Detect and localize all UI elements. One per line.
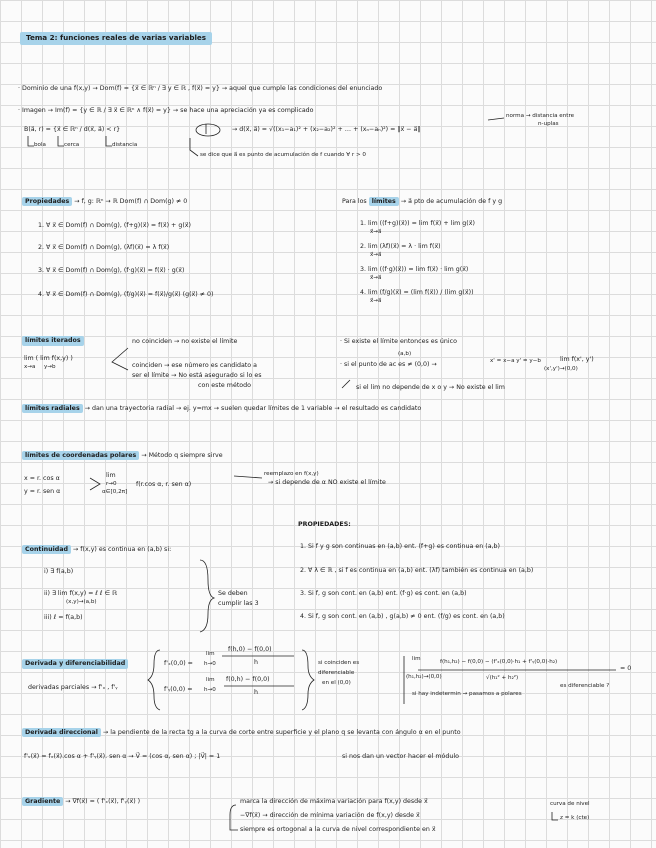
- distance-formula: → d(x⃗, a⃗) = √((x₁−a₁)² + (x₂−a₂)² + … + (xₙ−aₙ)²) = ‖x⃗ − a⃗‖: [232, 126, 421, 133]
- continuidad-prop-1: 1. Si f y g son continuas en (a,b) ent. (f+g) es continua en (a,b): [300, 543, 501, 550]
- derivada-coinciden-2: diferenciable: [318, 670, 355, 676]
- radiales-heading: límites radiales: [22, 404, 83, 413]
- polares-reemplazo: reemplazo en f(x,y): [264, 471, 319, 477]
- prop-item-1: 1. ∀ x⃗ ∈ Dom(f) ∩ Dom(g), (f+g)(x⃗) = f(x⃗) + g(x⃗): [38, 222, 191, 229]
- continuidad-cond-2: ii) ∃ lim f(x,y) = ℓ ℓ ∈ ℝ: [44, 590, 118, 597]
- propiedades-continuidad-heading: PROPIEDADES:: [298, 521, 351, 528]
- lim-item-1: 1. lim ((f+g)(x⃗)) = lim f(x⃗) + lim g(x⃗): [360, 220, 475, 227]
- propiedades-block: [22, 198, 187, 206]
- depende-note: si el lim no depende de x o y → No existe el lim: [356, 384, 505, 391]
- polares-lim: lim: [106, 472, 116, 479]
- gradiente-block: [22, 798, 140, 806]
- direccional-formula: f'ᵥ(x⃗) = fₓ(x⃗).cos α + f'ᵧ(x⃗). sen α → V⃗ = (cos α, sen α) ; |V⃗| = 1: [24, 753, 221, 760]
- continuidad-cond-3: iii) ℓ = f(a,b): [44, 614, 83, 621]
- ball-formula: B(a⃗, r) = {x⃗ ∈ ℝⁿ / d(x⃗, a⃗) < r}: [24, 126, 121, 133]
- unico-note: · Si existe el límite entonces es único: [340, 338, 457, 345]
- lim-sub-2: x⃗→a⃗: [370, 252, 382, 258]
- direccional-text: → la pendiente de la recta tg a la curva de corte entre superficie y el plano q se levanta con ángulo α en el punto: [102, 729, 461, 736]
- gradiente-curva: curva de nivel: [550, 801, 590, 807]
- continuidad-lim-sub: (x,y)→(a,b): [66, 599, 97, 605]
- radiales-text: → dan una trayectoria radial → ej. y=mx → suelen quedar límites de 1 variable → el resultado es candidato: [84, 405, 422, 412]
- continuidad-heading: Continuidad: [22, 545, 71, 554]
- continuidad-block: [22, 546, 171, 554]
- derivada-indet: si hay indetermin → pasamos a polares: [412, 691, 522, 697]
- polares-heading: límites de coordenadas polares: [22, 451, 139, 460]
- derivada-coinciden-1: si coinciden es: [318, 660, 360, 666]
- gradiente-curva-2: z = k (cte): [560, 815, 590, 821]
- limites-heading: límites: [369, 197, 399, 206]
- lim-sub-3: x⃗→a⃗: [370, 275, 382, 281]
- direccional-block: [22, 729, 461, 737]
- iterados-sub-outer: x→a: [24, 364, 36, 370]
- continuidad-prop-4: 4. Si f, g son cont. en (a,b) , g(a,b) ≠ 0 ent. (f/g) es cont. en (a,b): [300, 613, 505, 620]
- iterados-sub-inner: y→b: [44, 364, 56, 370]
- acumulacion-note: se dice que a⃗ es punto de acumulación de f cuando ∀ r > 0: [200, 152, 366, 158]
- propiedades-heading: Propiedades: [22, 197, 72, 206]
- polares-block: [22, 452, 223, 460]
- continuidad-prop-2: 2. ∀ λ ∈ ℝ , si f es continua en (a,b) ent. (λf) también es continua en (a,b): [300, 567, 534, 574]
- direccional-heading: Derivada direccional: [22, 728, 101, 737]
- page-title: Tema 2: funciones reales de varias variables: [20, 32, 212, 45]
- distancia-label: distancia: [112, 142, 138, 148]
- norma-note: norma → distancia entre: [506, 113, 575, 119]
- derivada-lim-x: lim: [206, 651, 215, 657]
- domain-line: · Dominio de una f(x,y) → Dom(f) = {x⃗ ∈ ℝⁿ / ∃ y ∈ ℝ , f(x⃗) = y} → aquel que cumple las condiciones del enunciado: [18, 85, 383, 92]
- lim-sub-1: x⃗→a⃗: [370, 229, 382, 235]
- derivada-sub-y: h→0: [204, 687, 216, 693]
- propiedades-intro: → f, g: ℝⁿ → ℝ Dom(f) ∩ Dom(g) ≠ 0: [74, 198, 188, 205]
- gradiente-heading: Gradiente: [22, 797, 63, 806]
- gradiente-formula: → ∇f(x⃗) = ( f'ₓ(x⃗), f'ᵧ(x⃗) ): [65, 798, 141, 805]
- continuidad-prop-3: 3. Si f, g son cont. en (a,b) ent. (f·g) es cont. en (a,b): [300, 590, 467, 597]
- punto-sub: (a,b): [398, 351, 412, 357]
- punto-note: · si el punto de ac es ≠ (0,0) →: [340, 361, 437, 368]
- bola-label: bola: [34, 142, 46, 148]
- lim-item-2: 2. lim (λf)(x⃗) = λ · lim f(x⃗): [360, 243, 441, 250]
- derivada-fx: f'ₓ(0,0) =: [164, 660, 193, 667]
- derivada-es-dif: es diferenciable ?: [560, 683, 610, 689]
- lim-item-3: 3. lim ((f·g)(x⃗)) = lim f(x⃗) · lim g(x⃗): [360, 266, 469, 273]
- gradiente-l3: siempre es ortogonal a la curva de nivel correspondiente en x⃗: [240, 826, 436, 833]
- prop-item-4: 4. ∀ x⃗ ∈ Dom(f) ∩ Dom(g), (f/g)(x⃗) = f(x⃗)/g(x⃗) (g(x⃗) ≠ 0): [38, 291, 214, 298]
- iterados-coinciden-3: con este método: [198, 382, 251, 389]
- radiales-block: [22, 405, 421, 413]
- polares-sub-r: r→0: [106, 481, 117, 487]
- prop-item-3: 3. ∀ x⃗ ∈ Dom(f) ∩ Dom(g), (f·g)(x⃗) = f(x⃗) · g(x⃗): [38, 267, 185, 274]
- derivada-heading: Derivada y diferenciabilidad: [22, 659, 128, 669]
- iterados-coinciden-1: coinciden → ese número es candidato a: [132, 362, 257, 369]
- polares-text: → Método q siempre sirve: [141, 452, 223, 459]
- limites-intro: Para los límites → a⃗ pto de acumulación de f y g: [342, 198, 503, 205]
- image-line: · Imagen → Im(f) = {y ∈ ℝ / ∃ x⃗ ∈ ℝⁿ ∧ f(x⃗) = y} → se hace una apreciación ya es complicado: [18, 107, 314, 114]
- lim-cambio: lim f(x', y'): [560, 356, 594, 363]
- gradiente-l1: marca la dirección de máxima variación para f(x,y) desde x⃗: [240, 798, 428, 805]
- derivada-big-den: √(h₁² + h₂²): [486, 675, 519, 681]
- iterados-coinciden-2: ser el límite → No está asegurado si lo es: [132, 372, 262, 379]
- derivada-big-lim: lim: [412, 656, 421, 662]
- derivada-num-y: f(0,h) − f(0,0): [226, 676, 270, 683]
- derivada-num-x: f(h,0) − f(0,0): [228, 646, 272, 653]
- cerca-label: cerca: [64, 142, 80, 148]
- derivada-big-num: f(h₁,h₂) − f(0,0) − (f'ₓ(0,0)·h₁ + f'ᵧ(0,0)·h₂): [440, 659, 558, 665]
- polares-y: y = r. sen α: [24, 488, 61, 495]
- cambio-variable: x' = x−a y' = y−b: [490, 358, 541, 364]
- derivada-parciales: derivadas parciales → f'ₓ , f'ᵧ: [28, 684, 118, 691]
- derivada-lim-y: lim: [206, 677, 215, 683]
- lim-item-4: 4. lim (f/g)(x⃗) = (lim f(x⃗)) / (lim g(x⃗)): [360, 289, 474, 296]
- continuidad-cond-1: i) ∃ f(a,b): [44, 568, 74, 575]
- derivada-coinciden-3: en el (0,0): [322, 680, 351, 686]
- derivada-den-x: h: [254, 659, 258, 666]
- lim-sub-4: x⃗→a⃗: [370, 298, 382, 304]
- polares-func: f(r.cos α, r. sen α): [136, 481, 192, 488]
- derivada-fy: f'ᵧ(0,0) =: [164, 686, 193, 693]
- derivada-den-y: h: [254, 689, 258, 696]
- norma-note-2: n-uplas: [538, 121, 559, 127]
- derivada-big-sub: (h₁,h₂)→(0,0): [406, 674, 442, 680]
- iterados-no-coinciden: no coinciden → no existe el límite: [132, 338, 238, 345]
- gradiente-l2: −∇f(x⃗) → dirección de mínima variación de f(x,y) desde x⃗: [240, 812, 420, 819]
- iterados-heading: límites iterados: [22, 336, 84, 346]
- prop-item-2: 2. ∀ x⃗ ∈ Dom(f) ∩ Dom(g), (λf)(x⃗) = λ f(x⃗): [38, 244, 170, 251]
- derivada-sub-x: h→0: [204, 661, 216, 667]
- polares-depende: → si depende de α NO existe el límite: [268, 479, 386, 486]
- continuidad-cumplir: cumplir las 3: [218, 600, 259, 607]
- lim-cambio-sub: (x',y')→(0,0): [544, 366, 578, 372]
- direccional-nota: si nos dan un vector hacer el módulo: [342, 753, 459, 760]
- derivada-eq0: = 0: [620, 665, 632, 672]
- polares-x: x = r. cos α: [24, 475, 60, 482]
- continuidad-deben: Se deben: [218, 590, 248, 597]
- iterados-formula: lim ( lim f(x,y) ): [24, 355, 73, 362]
- polares-sub-alpha: α∈[0,2π]: [102, 489, 128, 495]
- continuidad-text: → f(x,y) es continua en (a,b) si:: [73, 546, 172, 553]
